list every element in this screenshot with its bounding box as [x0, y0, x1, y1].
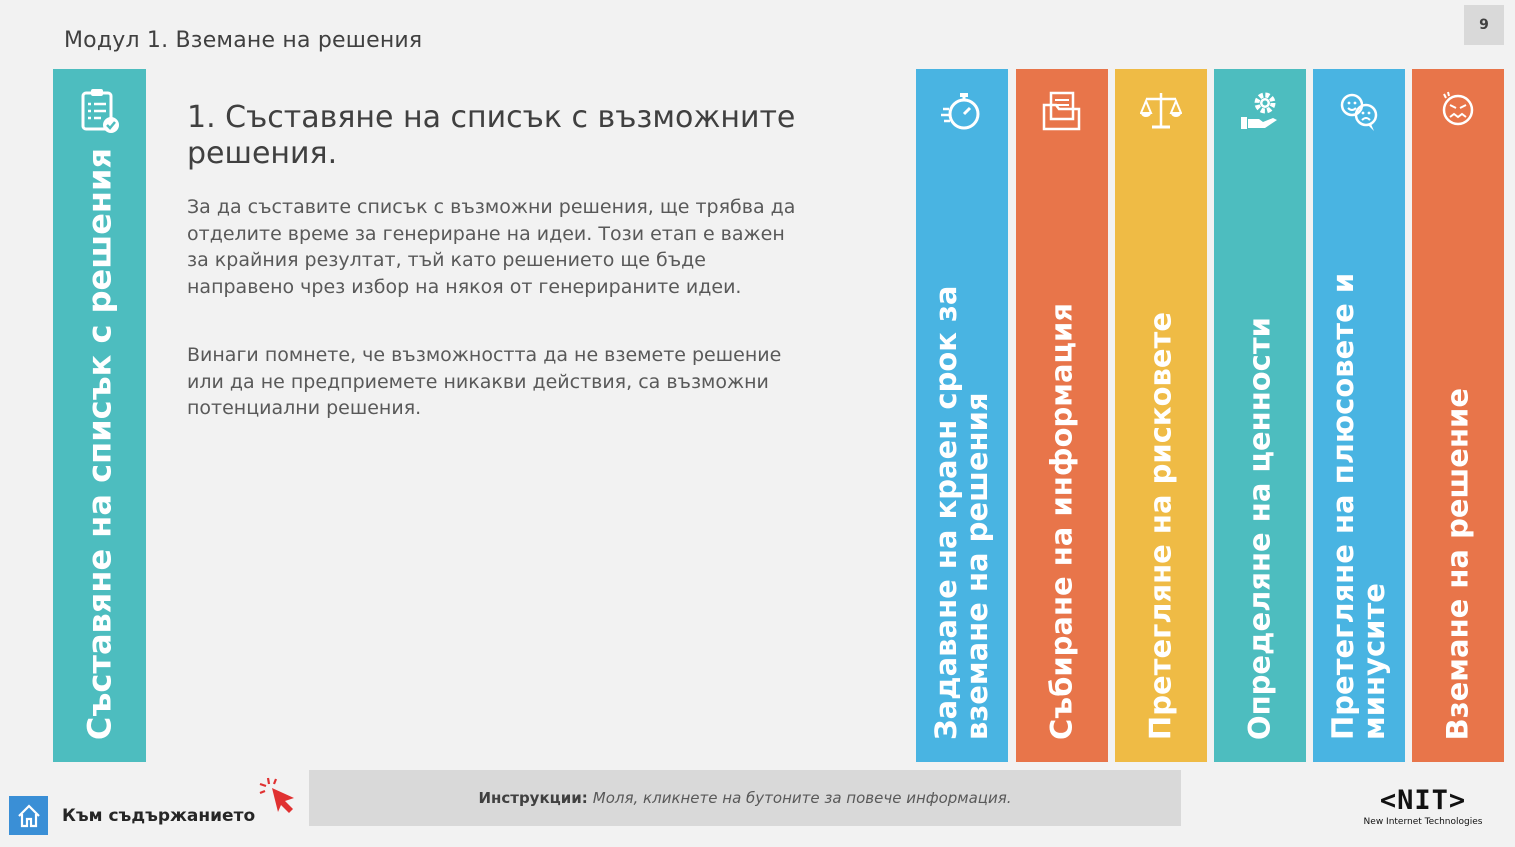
instructions-label: Инструкции: — [478, 789, 588, 807]
content-paragraph: За да съставите списък с възможни решения, ще трябва да отделите време за генериране на идеи. Този етап е важен за крайния резултат, тъй като решението ще бъде направено чрез избор на някоя от генерираните идеи. — [187, 196, 796, 298]
step-tab-weigh-risks[interactable] — [1115, 69, 1207, 762]
step-tab-label: Събиране на информация — [1044, 303, 1079, 740]
step-tab-label: Претегляне на рисковете — [1143, 311, 1178, 740]
scales-icon — [1140, 89, 1182, 133]
step-tab-gather-info[interactable] — [1016, 69, 1108, 762]
home-icon — [16, 803, 42, 829]
page-number: 9 — [1464, 5, 1504, 45]
step-tab-label: Определяне на ценности — [1242, 316, 1277, 740]
cursor-click-icon — [258, 776, 298, 814]
module-title: Модул 1. Вземане на решения — [64, 28, 423, 53]
logo-subtitle: New Internet Technologies — [1363, 817, 1483, 827]
instructions-text: Моля, кликнете на бутоните за повече информация. — [592, 789, 1012, 807]
content-paragraph: Винаги помнете, че възможността да не вземете решение или да не предприемете никакви действия, са възможни потенциални решения. — [187, 344, 782, 419]
step-tab-label: Вземане на решение — [1440, 387, 1475, 740]
company-logo — [1360, 787, 1486, 829]
content-heading: 1. Съставяне на списък с възможните решения. — [187, 100, 796, 171]
clipboard-check-icon — [79, 87, 121, 135]
instructions-box — [309, 770, 1181, 826]
step-tab-deadline[interactable] — [916, 69, 1008, 762]
faces-chat-icon — [1338, 89, 1380, 133]
step-tab-values[interactable] — [1214, 69, 1306, 762]
folder-documents-icon — [1041, 89, 1083, 133]
logo-mark: <NIT> — [1379, 785, 1467, 816]
step-tab-make-decision[interactable] — [1412, 69, 1504, 762]
confused-face-icon — [1437, 89, 1479, 133]
stopwatch-icon — [941, 89, 983, 133]
step-tab-label: Задаване на краен срок за вземане на решения — [929, 285, 994, 740]
active-step-label: Съставяне на списък с решения — [80, 147, 119, 740]
hand-gear-icon — [1239, 89, 1281, 133]
active-step-panel — [53, 69, 146, 762]
step-tab-pros-cons[interactable] — [1313, 69, 1405, 762]
home-button[interactable] — [9, 796, 48, 835]
home-link[interactable]: Към съдържанието — [62, 806, 256, 826]
step-tab-label: Претегляне на плюсовете и минусите — [1326, 272, 1391, 740]
